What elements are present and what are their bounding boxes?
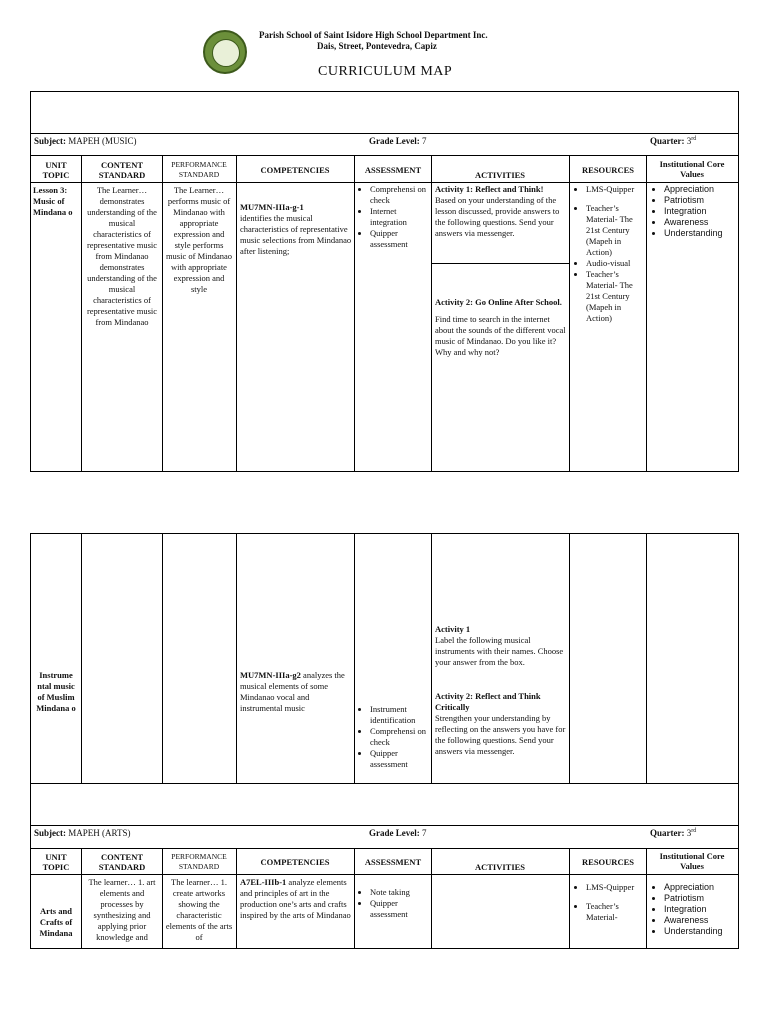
list-item: • Teacher’s Material- The 21st Century (Mapeh in Action) xyxy=(586,203,644,258)
list-item: • Instrument identification xyxy=(370,704,430,726)
music-activity-1 xyxy=(435,184,567,239)
list-item: • Awareness xyxy=(664,915,738,926)
arts-resources xyxy=(574,882,644,947)
list-item: • Patriotism xyxy=(664,893,738,904)
list-item: • Quipper assessment xyxy=(370,748,430,770)
music-subject: Subject: MAPEH (MUSIC) xyxy=(34,136,137,146)
list-item: • Understanding xyxy=(664,228,738,239)
activity-title: Activity 2: Go Online After School. xyxy=(435,297,562,307)
list-item: • Integration xyxy=(664,904,738,915)
list-item: • Note taking xyxy=(370,887,430,898)
music-competency-text: analyzes the musical elements of some Mindanao vocal and instrumental music xyxy=(240,670,345,713)
arts-performance-standard: The learner… 1. create artworks showing the characteristic elements of the arts of xyxy=(165,877,233,942)
arts-grade: Grade Level: 7 xyxy=(369,828,427,838)
list-item: • Comprehensi on check xyxy=(370,184,430,206)
music-unit-topic: Lesson 3: Music of Mindana o xyxy=(33,185,73,217)
list-item: • Appreciation xyxy=(664,882,738,893)
arts-col-activities: ACTIVITIES xyxy=(474,862,526,872)
music-competency-code: MU7MN-IIIa-g2 xyxy=(240,670,301,680)
music-competency-2 xyxy=(240,670,352,714)
list-item: • LMS-Quipper xyxy=(586,184,644,195)
music-competency-text: identifies the musical characteristics of representative music selections from Mindanao after listening; xyxy=(240,213,352,256)
music-grade: Grade Level: 7 xyxy=(369,136,427,146)
music-unit-topic-2: Instrume ntal music of Muslim Mindana o xyxy=(36,670,76,713)
list-item: • Teacher’s Material- xyxy=(586,901,644,923)
school-name: Parish School of Saint Isidore High School Department Inc. xyxy=(259,30,488,40)
music-core-values xyxy=(652,184,738,239)
music-activity-3 xyxy=(435,624,567,668)
arts-competency xyxy=(240,877,352,921)
page-title: CURRICULUM MAP xyxy=(318,64,453,79)
list-item: • Integration xyxy=(664,206,738,217)
list-item: • Comprehensi on check xyxy=(370,726,430,748)
music-competency-code: MU7MN-IIIa-g-1 xyxy=(240,202,304,212)
activity-title: Activity 2: Reflect and Think Critically xyxy=(435,691,541,712)
music-resources xyxy=(574,184,644,324)
music-activity-4 xyxy=(435,691,567,757)
music-col-performance: PERFORMANCE STANDARD xyxy=(171,160,227,179)
music-competency xyxy=(240,202,352,257)
arts-col-values: Institutional Core Values xyxy=(659,851,725,871)
list-item: • Appreciation xyxy=(664,184,738,195)
music-col-values: Institutional Core Values xyxy=(659,159,725,179)
list-item: • Patriotism xyxy=(664,195,738,206)
music-performance-standard: The Learner… performs music of Mindanao with appropriate expression and style performs music of Mindanao with appropriate expression and style xyxy=(165,185,233,294)
arts-col-competencies: COMPETENCIES xyxy=(260,857,330,867)
arts-assessment xyxy=(358,887,430,920)
music-quarter: Quarter: 3rd xyxy=(650,136,697,146)
music-col-content: CONTENT STANDARD xyxy=(98,160,146,180)
music-col-activities: ACTIVITIES xyxy=(474,170,526,180)
arts-competency-text: analyze elements and principles of art in the production one’s arts and crafts inspired by the arts of Mindanao xyxy=(240,877,351,920)
music-col-resources: RESOURCES xyxy=(582,165,634,175)
activity-text: Based on your understanding of the lesson discussed, provide answers to the following questions. Send your answers via messenger. xyxy=(435,195,560,238)
arts-subject: Subject: MAPEH (ARTS) xyxy=(34,828,131,838)
music-col-unit: UNIT TOPIC xyxy=(42,160,70,180)
list-item: • Teacher’s Material- The 21st Century (Mapeh in Action) xyxy=(586,269,644,324)
list-item: • Understanding xyxy=(664,926,738,937)
list-item: • Quipper assessment xyxy=(370,228,430,250)
list-item: • Audio-visual xyxy=(586,258,644,269)
list-item: • LMS-Quipper xyxy=(586,882,644,893)
list-item: • Internet integration xyxy=(370,206,430,228)
music-col-competencies: COMPETENCIES xyxy=(260,165,330,175)
music-assessment xyxy=(358,184,430,250)
activity-text: Find time to search in the internet about the sounds of the different vocal music of Mindanao. Do you like it? Why and why not? xyxy=(435,314,566,357)
music-content-standard: The Learner… demonstrates understanding of the musical characteristics of representative music from Mindanao demonstrates understanding of the musical characteristics of representative music from Mindanao xyxy=(86,185,158,327)
music-col-assessment: ASSESSMENT xyxy=(364,165,422,175)
activity-text: Label the following musical instruments with their names. Choose your answer from the box. xyxy=(435,635,564,667)
arts-col-performance: PERFORMANCE STANDARD xyxy=(171,852,227,871)
music-assessment-2 xyxy=(358,704,430,770)
arts-unit-topic: Arts and Crafts of Mindana xyxy=(39,906,73,938)
list-item: • Awareness xyxy=(664,217,738,228)
arts-col-content: CONTENT STANDARD xyxy=(98,852,146,872)
arts-col-assessment: ASSESSMENT xyxy=(364,857,422,867)
seal-icon xyxy=(212,39,240,67)
activity-title: Activity 1: Reflect and Think! xyxy=(435,184,544,194)
arts-col-resources: RESOURCES xyxy=(582,857,634,867)
list-item: • Quipper assessment xyxy=(370,898,430,920)
arts-quarter: Quarter: 3rd xyxy=(650,828,697,838)
activity-text: Strengthen your understanding by reflecting on the answers you have for the following questions. Send your answers via messenger. xyxy=(435,713,566,756)
arts-content-standard: The learner… 1. art elements and processes by synthesizing and applying prior knowledge and xyxy=(88,877,156,942)
school-logo xyxy=(203,30,247,74)
school-address: Dais, Street, Pontevedra, Capiz xyxy=(317,41,437,51)
arts-col-unit: UNIT TOPIC xyxy=(42,852,70,872)
activity-title: Activity 1 xyxy=(435,624,471,634)
arts-competency-code: A7EL-IIIb-1 xyxy=(240,877,287,887)
arts-core-values xyxy=(652,882,738,937)
music-activity-2 xyxy=(435,297,567,358)
